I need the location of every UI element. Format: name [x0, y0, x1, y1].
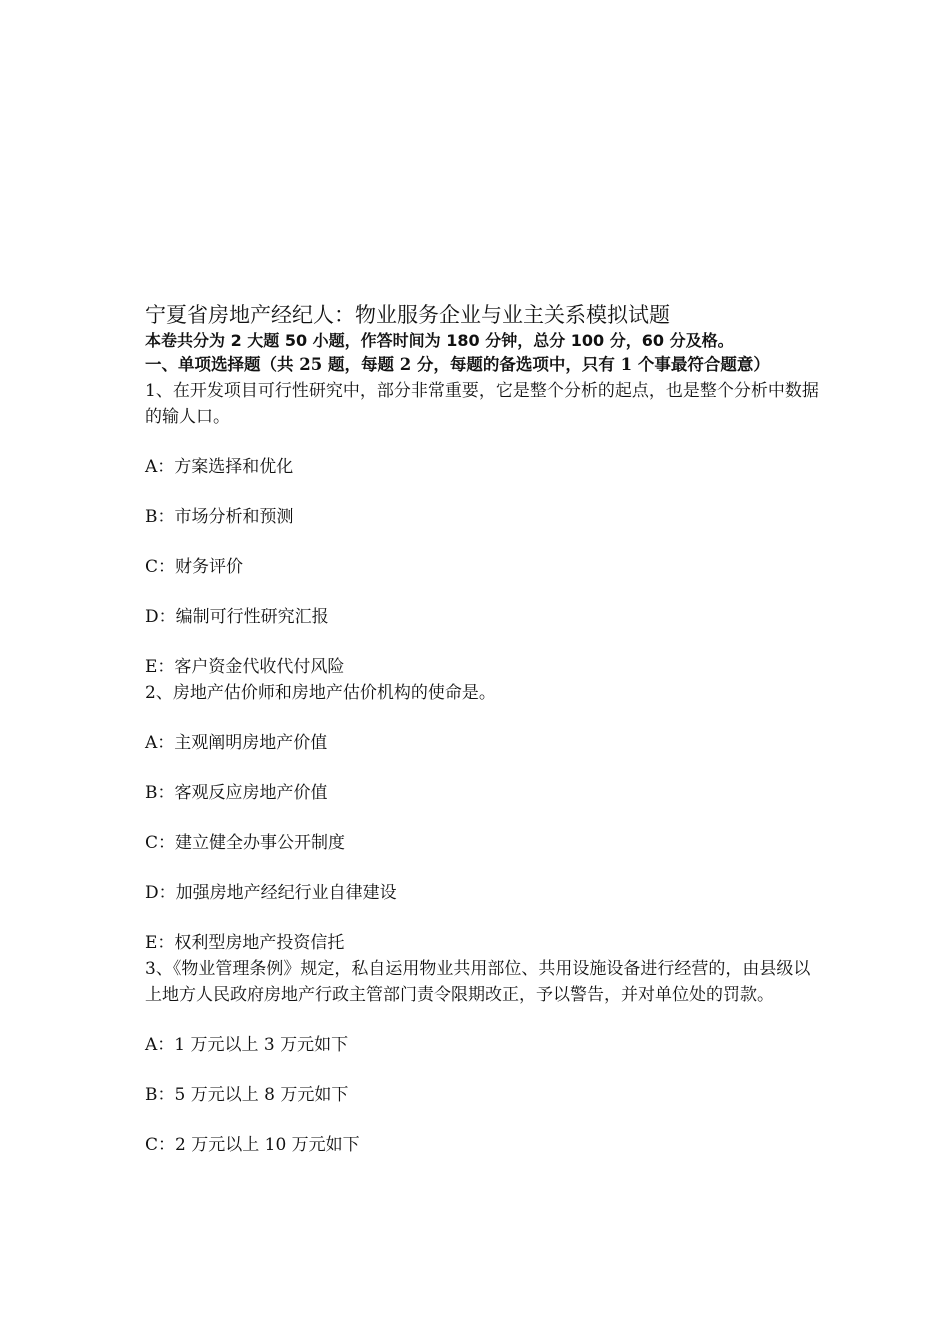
option-b: B：5 万元以上 8 万元如下: [145, 1085, 349, 1105]
exam-intro: 本卷共分为 2 大题 50 小题，作答时间为 180 分钟，总分 100 分，60 分及格。: [145, 331, 734, 350]
option-d: D：编制可行性研究汇报: [145, 607, 329, 627]
option-e: E：客户资金代收代付风险: [145, 657, 345, 677]
option-d: D：加强房地产经纪行业自律建设: [145, 883, 397, 903]
document-title: 宁夏省房地产经纪人：物业服务企业与业主关系模拟试题: [145, 303, 670, 327]
option-e: E：权利型房地产投资信托: [145, 933, 345, 953]
option-a: A：方案选择和优化: [145, 457, 294, 477]
document-page: [145, 300, 825, 1158]
option-a: A：主观阐明房地产价值: [145, 733, 328, 753]
option-c: C：财务评价: [145, 557, 244, 577]
question-3: [145, 956, 825, 1158]
question-1: [145, 378, 825, 680]
option-a: A：1 万元以上 3 万元如下: [145, 1035, 349, 1055]
option-b: B：市场分析和预测: [145, 507, 294, 527]
question-text: 1、在开发项目可行性研究中，部分非常重要，它是整个分析的起点，也是整个分析中数据的输人口。: [145, 381, 819, 427]
question-text: 2、房地产估价师和房地产估价机构的使命是。: [145, 683, 496, 703]
section-heading: 一、单项选择题（共 25 题，每题 2 分，每题的备选项中，只有 1 个事最符合题意）: [145, 355, 770, 374]
question-2: [145, 680, 825, 956]
option-c: C：建立健全办事公开制度: [145, 833, 346, 853]
question-text: 3、《物业管理条例》规定，私自运用物业共用部位、共用设施设备进行经营的，由县级以上地方人民政府房地产行政主管部门责令限期改正，予以警告，并对单位处的罚款。: [145, 959, 811, 1005]
option-c: C：2 万元以上 10 万元如下: [145, 1135, 360, 1155]
option-b: B：客观反应房地产价值: [145, 783, 328, 803]
